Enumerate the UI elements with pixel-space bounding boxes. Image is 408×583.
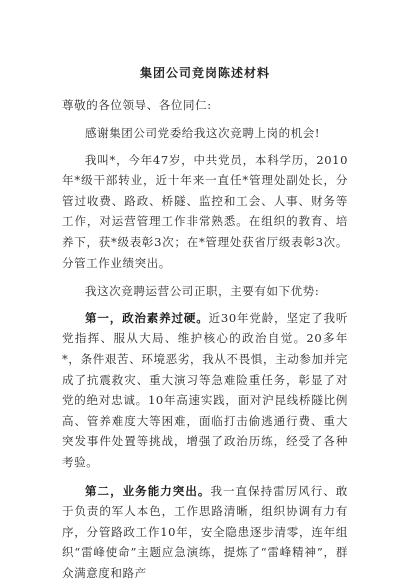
section-heading: 第一，政治素养过硬。 [85,311,209,325]
paragraph-thanks [62,123,348,144]
document-title: 集团公司竞岗陈述材料 [62,64,348,81]
paragraph-advantages-intro [62,281,348,302]
paragraph-text: 我叫*，今年47岁，中共党员，本科学历，2010年*级干部转业，近十年来一直任*管理处副处长，分管过收费、路政、桥隧、监控和工会、人事、财务等工作，对运营管理工作非常熟悉。在组织的教育、培养下，获*级表彰3次；在*管理处获省厅级表彰3次。分管工作业绩突出。 [62,153,348,270]
greeting-line: 尊敬的各位领导、各位同仁: [62,95,348,115]
paragraph-text: 我一直保持雷厉风行、敢于负责的军人本色，工作思路清晰，组织协调有力有序，分管路政工作10年，安全隐患逐步清零，连年组织“雷峰使命”主题应急演练，提炼了“雷峰精神”，群众满意度和路产 [62,484,348,580]
paragraph-text: 我这次竞聘运营公司正职，主要有如下优势: [85,284,319,298]
section-heading: 第二，业务能力突出。 [85,484,210,498]
paragraph-business-ability [62,481,348,583]
paragraph-introduction [62,150,348,274]
paragraph-text: 近30年党龄，坚定了我听党指挥、服从大局、维护核心的政治自觉。20多年*，条件艰苦、环境恶劣，我从不畏惧，主动参加并完成了抗震救灾、重大演习等急难险重任务，彰显了对党的绝对忠诚。10年高速实践，面对沪昆线桥隧比例高、管养难度大等困难，面临打击偷逃通行费、重大突发事件处置等挑战，增强了政治历练，经受了各种考验。 [62,311,348,469]
paragraph-political-quality [62,308,348,473]
paragraph-text: 感谢集团公司党委给我这次竞聘上岗的机会! [85,126,320,140]
